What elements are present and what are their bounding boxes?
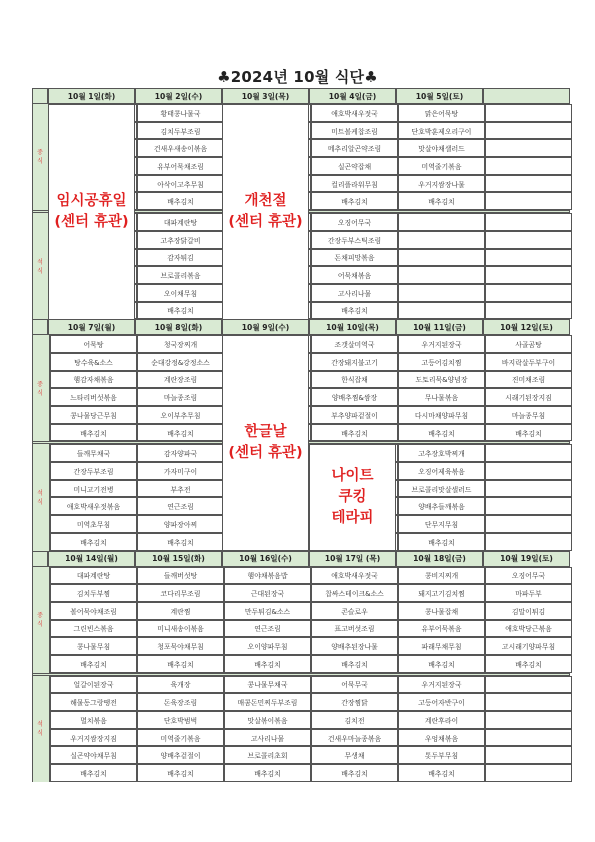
menu-cell: 오징어제육볶음 — [398, 462, 485, 480]
menu-cell — [485, 104, 572, 122]
menu-cell: 부추양파겉절이 — [311, 406, 398, 424]
night-cooking-notice: 나이트 쿠킹 테라피 — [309, 444, 396, 551]
menu-cell — [485, 693, 572, 711]
menu-cell: 오징어무국 — [485, 567, 572, 585]
menu-cell — [398, 266, 485, 284]
meal-label: 중 식 — [37, 380, 43, 397]
menu-cell: 미역줄기볶음 — [398, 157, 485, 175]
menu-cell — [485, 192, 572, 210]
menu-cell: 고추장닭갈비 — [137, 231, 224, 249]
menu-cell: 들깨무채국 — [50, 444, 137, 462]
header-spacer — [32, 319, 48, 335]
menu-cell: 배추김치 — [398, 192, 485, 210]
menu-cell: 마파두부 — [485, 584, 572, 602]
menu-cell: 맑은어묵탕 — [398, 104, 485, 122]
menu-cell: 김치전 — [311, 711, 398, 729]
menu-cell — [398, 231, 485, 249]
menu-cell — [485, 497, 572, 515]
dinner-row — [32, 693, 572, 711]
menu-cell — [485, 139, 572, 157]
menu-cell: 감자양파국 — [137, 444, 224, 462]
menu-cell: 단호박범벅 — [137, 711, 224, 729]
menu-cell: 브로콜리맛살샐러드 — [398, 480, 485, 498]
dinner-row — [32, 676, 572, 694]
dinner-row — [32, 764, 572, 782]
menu-cell: 애호박새우젓볶음 — [50, 497, 137, 515]
menu-cell: 그린빈스볶음 — [50, 620, 137, 638]
menu-cell: 배추김치 — [398, 424, 485, 442]
menu-cell: 양배추찜&쌈장 — [311, 388, 398, 406]
day-header: 10월 2일(수) — [135, 88, 222, 104]
menu-cell: 배추김치 — [137, 764, 224, 782]
menu-cell — [398, 249, 485, 267]
menu-cell — [485, 764, 572, 782]
meal-label: 석 식 — [37, 258, 43, 275]
menu-cell: 맛살볶이볶음 — [224, 711, 311, 729]
menu-cell — [398, 213, 485, 231]
week-header-row — [32, 551, 572, 567]
menu-cell: 아삭이고추무침 — [137, 175, 224, 193]
menu-cell: 미니고기전병 — [50, 480, 137, 498]
menu-cell: 배추김치 — [137, 192, 224, 210]
menu-cell: 유부어묵볶음 — [398, 620, 485, 638]
menu-cell: 바지락살두부구이 — [485, 353, 572, 371]
menu-cell: 도토리묵&양념장 — [398, 371, 485, 389]
menu-cell: 배추김치 — [398, 533, 485, 551]
menu-cell: 얼갈이된장국 — [50, 676, 137, 694]
day-header: 10월 12일(토) — [483, 319, 570, 335]
menu-cell: 고사리나물 — [311, 284, 398, 302]
menu-cell: 햄야채볶음밥 — [224, 567, 311, 585]
menu-cell: 무생채 — [311, 746, 398, 764]
page-title: ♣2024년 10월 식단♣ — [217, 68, 378, 86]
menu-cell: 배추김치 — [50, 655, 137, 673]
menu-cell: 실곤약잡채 — [311, 157, 398, 175]
menu-cell: 조갯살미역국 — [311, 335, 398, 353]
menu-cell — [485, 676, 572, 694]
menu-cell: 고추장호박찌개 — [398, 444, 485, 462]
menu-cell: 우거지된장국 — [398, 335, 485, 353]
lunch-row — [32, 620, 572, 638]
menu-cell: 배추김치 — [224, 655, 311, 673]
lunch-row — [32, 584, 572, 602]
menu-cell: 계란찜 — [137, 602, 224, 620]
day-header: 10월 19일(토) — [483, 551, 570, 567]
menu-cell: 배추김치 — [137, 533, 224, 551]
menu-cell: 김말이튀김 — [485, 602, 572, 620]
menu-cell: 고등어김치찜 — [398, 353, 485, 371]
menu-cell: 햄감자채볶음 — [50, 371, 137, 389]
menu-cell: 들깨버섯탕 — [137, 567, 224, 585]
menu-cell: 마늘종조림 — [137, 388, 224, 406]
menu-cell: 실곤약야채무침 — [50, 746, 137, 764]
menu-cell: 메추리알곤약조림 — [311, 139, 398, 157]
day-header: 10월 16일(수) — [222, 551, 309, 567]
dinner-row — [32, 711, 572, 729]
menu-cell: 간장두부스틱조림 — [311, 231, 398, 249]
menu-cell: 배추김치 — [311, 192, 398, 210]
menu-cell: 배추김치 — [398, 764, 485, 782]
menu-cell: 멸치볶음 — [50, 711, 137, 729]
menu-cell — [485, 462, 572, 480]
menu-cell: 어묵무국 — [311, 676, 398, 694]
menu-cell: 양파장아찌 — [137, 515, 224, 533]
menu-cell: 콩비지찌개 — [398, 567, 485, 585]
menu-cell: 애호박새우젓국 — [311, 567, 398, 585]
menu-cell: 콩나물잡채 — [398, 602, 485, 620]
menu-cell: 콩나물당근무침 — [50, 406, 137, 424]
menu-cell — [485, 729, 572, 747]
day-header: 10월 5일(토) — [396, 88, 483, 104]
menu-cell: 미트볼케찹조림 — [311, 122, 398, 140]
menu-cell: 간장찜닭 — [311, 693, 398, 711]
day-header — [483, 88, 570, 104]
menu-cell: 콘슬로우 — [311, 602, 398, 620]
menu-cell — [485, 175, 572, 193]
menu-cell: 코다리무조림 — [137, 584, 224, 602]
menu-cell: 배추김치 — [50, 424, 137, 442]
menu-cell: 찹싸스테이크&소스 — [311, 584, 398, 602]
menu-cell: 계란후라이 — [398, 711, 485, 729]
day-header: 10월 1일(화) — [48, 88, 135, 104]
day-header: 10월 3일(목) — [222, 88, 309, 104]
menu-cell: 양배추겉절이 — [137, 746, 224, 764]
menu-cell: 배추김치 — [311, 764, 398, 782]
menu-cell: 해물동그랑땡전 — [50, 693, 137, 711]
menu-cell: 배추김치 — [311, 655, 398, 673]
menu-cell: 근대된장국 — [224, 584, 311, 602]
menu-cell: 배추김치 — [398, 655, 485, 673]
menu-cell: 단무지무침 — [398, 515, 485, 533]
menu-cell: 돈채피망볶음 — [311, 249, 398, 267]
holiday-notice: 한글날 (센터 휴관) — [222, 335, 309, 551]
menu-cell: 배추김치 — [485, 655, 572, 673]
menu-cell: 계란장조림 — [137, 371, 224, 389]
menu-cell — [485, 266, 572, 284]
menu-cell: 어묵채볶음 — [311, 266, 398, 284]
menu-cell: 청국장찌개 — [137, 335, 224, 353]
menu-cell: 배추김치 — [485, 424, 572, 442]
menu-cell: 가자미구이 — [137, 462, 224, 480]
menu-cell: 대파계란탕 — [137, 213, 224, 231]
menu-cell — [485, 213, 572, 231]
menu-cell: 톳두부무침 — [398, 746, 485, 764]
menu-cell: 배추김치 — [137, 302, 224, 320]
menu-cell: 배추김치 — [311, 424, 398, 442]
menu-cell — [485, 711, 572, 729]
day-header: 10월 17일 (목) — [309, 551, 396, 567]
menu-cell: 무나물볶음 — [398, 388, 485, 406]
menu-cell: 돈육장조림 — [137, 693, 224, 711]
menu-cell: 콩나물무채국 — [224, 676, 311, 694]
menu-cell: 배추김치 — [137, 424, 224, 442]
menu-cell: 간장두부조림 — [50, 462, 137, 480]
day-header: 10월 7일(월) — [48, 319, 135, 335]
menu-cell: 고사리나물 — [224, 729, 311, 747]
menu-cell — [485, 533, 572, 551]
menu-cell — [485, 284, 572, 302]
day-header: 10월 14일(월) — [48, 551, 135, 567]
meal-label: 석 식 — [37, 721, 43, 737]
menu-cell: 배추김치 — [50, 764, 137, 782]
menu-cell: 건새우마늘종볶음 — [311, 729, 398, 747]
dinner-row — [32, 746, 572, 764]
menu-cell — [398, 302, 485, 320]
menu-cell: 미니새송이볶음 — [137, 620, 224, 638]
week-header-row — [32, 88, 572, 104]
header-spacer — [32, 88, 48, 104]
day-header: 10월 11일(금) — [396, 319, 483, 335]
menu-cell — [485, 157, 572, 175]
menu-cell: 미역초무침 — [50, 515, 137, 533]
menu-cell: 오이양파무침 — [224, 637, 311, 655]
menu-cell: 김치두부조림 — [137, 122, 224, 140]
menu-cell: 간장돼지불고기 — [311, 353, 398, 371]
menu-cell — [398, 284, 485, 302]
menu-cell: 고시래기양파무침 — [485, 637, 572, 655]
menu-cell — [485, 746, 572, 764]
menu-cell: 콩나물무침 — [50, 637, 137, 655]
holiday-notice: 임시공휴일 (센터 휴관) — [48, 104, 135, 320]
menu-cell: 육개장 — [137, 676, 224, 694]
week-header-row — [32, 319, 572, 335]
menu-cell: 오이채무침 — [137, 284, 224, 302]
menu-cell: 표고버섯조림 — [311, 620, 398, 638]
menu-cell: 연근조림 — [224, 620, 311, 638]
menu-cell: 미역줄기볶음 — [137, 729, 224, 747]
menu-cell: 맛살야채샐러드 — [398, 139, 485, 157]
holiday-notice: 개천절 (센터 휴관) — [222, 104, 309, 320]
menu-cell: 브로콜리볶음 — [137, 266, 224, 284]
day-header: 10월 9일(수) — [222, 319, 309, 335]
menu-cell: 어묵탕 — [50, 335, 137, 353]
lunch-row — [32, 637, 572, 655]
menu-cell: 오징어무국 — [311, 213, 398, 231]
menu-cell: 애호박새우젓국 — [311, 104, 398, 122]
meal-label: 석 식 — [37, 489, 43, 506]
menu-cell: 시래기된장지짐 — [485, 388, 572, 406]
menu-cell: 브로콜리초회 — [224, 746, 311, 764]
menu-cell: 양배추된장나물 — [311, 637, 398, 655]
menu-cell: 김치두부찜 — [50, 584, 137, 602]
menu-cell — [485, 444, 572, 462]
menu-cell: 마늘종무침 — [485, 406, 572, 424]
menu-cell — [485, 249, 572, 267]
menu-cell: 파래무채무침 — [398, 637, 485, 655]
menu-cell: 만두튀김&소스 — [224, 602, 311, 620]
menu-cell: 대파계란탕 — [50, 567, 137, 585]
menu-cell: 건새우새송이볶음 — [137, 139, 224, 157]
lunch-row — [32, 602, 572, 620]
menu-cell: 컬리플라워무침 — [311, 175, 398, 193]
menu-cell: 연근조림 — [137, 497, 224, 515]
menu-cell: 다시마채양파무침 — [398, 406, 485, 424]
header-spacer — [32, 551, 48, 567]
menu-cell: 황태콩나물국 — [137, 104, 224, 122]
menu-cell: 느타리버섯볶음 — [50, 388, 137, 406]
menu-cell: 단호박훈제오리구이 — [398, 122, 485, 140]
menu-cell: 매콤돈민찌두부조림 — [224, 693, 311, 711]
menu-cell: 배추김치 — [50, 533, 137, 551]
menu-cell: 고등어자반구이 — [398, 693, 485, 711]
menu-cell: 오이부추무침 — [137, 406, 224, 424]
menu-cell: 애호박당근볶음 — [485, 620, 572, 638]
menu-cell — [485, 231, 572, 249]
meal-label: 중 식 — [37, 149, 43, 165]
menu-cell — [485, 480, 572, 498]
menu-cell: 유부어묵채조림 — [137, 157, 224, 175]
day-header: 10월 8일(화) — [135, 319, 222, 335]
menu-cell — [485, 302, 572, 320]
menu-cell: 한식잡채 — [311, 371, 398, 389]
lunch-row — [32, 567, 572, 585]
day-header: 10월 15일(화) — [135, 551, 222, 567]
meal-label: 중 식 — [37, 612, 43, 628]
menu-cell: 돼지고기김치찜 — [398, 584, 485, 602]
menu-cell: 우거지된장국 — [398, 676, 485, 694]
menu-cell: 부추전 — [137, 480, 224, 498]
menu-cell: 사골곰탕 — [485, 335, 572, 353]
menu-cell: 감자튀김 — [137, 249, 224, 267]
menu-cell — [485, 122, 572, 140]
menu-cell: 탕수육&소스 — [50, 353, 137, 371]
menu-cell: 우거지쌈장나물 — [398, 175, 485, 193]
day-header: 10월 4일(금) — [309, 88, 396, 104]
menu-cell: 우거지쌈장지짐 — [50, 729, 137, 747]
menu-cell: 배추김치 — [311, 302, 398, 320]
menu-cell — [485, 515, 572, 533]
menu-cell: 진미채조림 — [485, 371, 572, 389]
menu-cell: 배추김치 — [224, 764, 311, 782]
day-header: 10월 10일(목) — [309, 319, 396, 335]
menu-cell: 양배추들깨볶음 — [398, 497, 485, 515]
dinner-row — [32, 729, 572, 747]
menu-cell: 배추김치 — [137, 655, 224, 673]
lunch-row — [32, 655, 572, 673]
menu-cell: 우엉채볶음 — [398, 729, 485, 747]
day-header: 10월 18일(금) — [396, 551, 483, 567]
menu-cell: 순대강정&강정소스 — [137, 353, 224, 371]
menu-cell: 청포묵야채무침 — [137, 637, 224, 655]
menu-cell: 볼어묵야채조림 — [50, 602, 137, 620]
